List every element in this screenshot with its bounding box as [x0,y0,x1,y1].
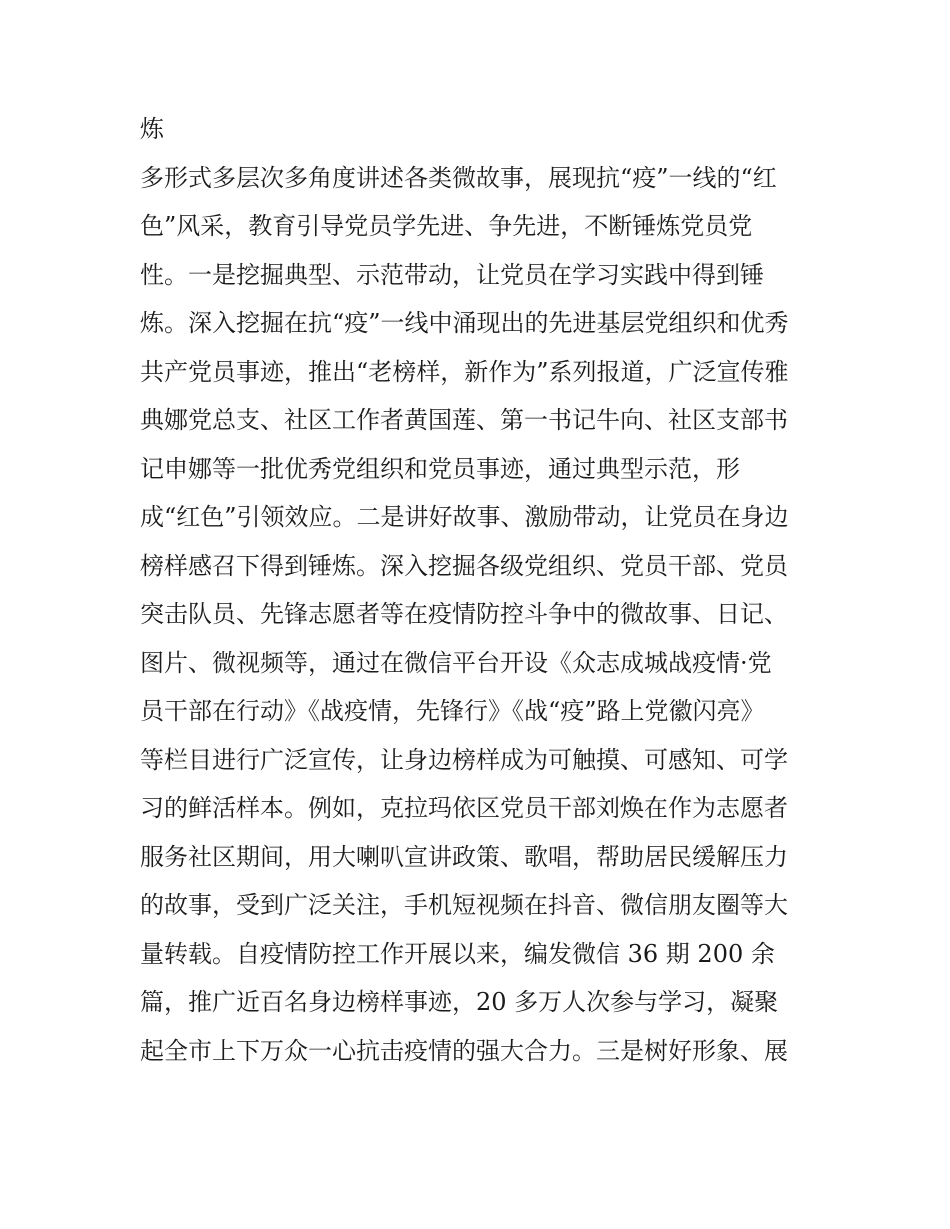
text-line: 共产党员事迹，推出“老榜样，新作为”系列报道，广泛宣传雅 [140,357,789,386]
text-line: 炼。深入挖掘在抗“疫”一线中涌现出的先进基层党组织和优秀 [140,309,789,337]
text-line: 篇，推广近百名身边榜样事迹，20 多万人次参与学习，凝聚 [140,988,779,1016]
text-line: 图片、微视频等，通过在微信平台开设《众志成城战疫情·党 [140,648,772,677]
text-line: 记申娜等一批优秀党组织和党员事迹，通过典型示范，形 [140,454,740,483]
text-line: 典娜党总支、社区工作者黄国莲、第一书记牛向、社区支部书 [140,406,788,434]
body-text [140,110,820,1070]
text-line: 多形式多层次多角度讲述各类微故事，展现抗“疫”一线的“红 [140,163,777,192]
text-line: 起全市上下万众一心抗击疫情的强大合力。三是树好形象、展 [140,1036,788,1065]
text-line: 等栏目进行广泛宣传，让身边榜样成为可触摸、可感知、可学 [140,745,788,774]
text-line: 的故事，受到广泛关注，手机短视频在抖音、微信朋友圈等大 [140,891,788,919]
text-line: 量转载。自疫情防控工作开展以来，编发微信 36 期 200 余 [140,939,775,968]
text-line: 习的鲜活样本。例如，克拉玛依区党员干部刘焕在作为志愿者 [140,794,788,822]
text-line: 炼 [140,115,164,143]
text-line: 色”风采，教育引导党员学先进、争先进，不断锤炼党员党 [140,212,753,240]
text-line: 服务社区期间，用大喇叭宣讲政策、歌唱，帮助居民缓解压力 [140,842,788,871]
text-line: 突击队员、先锋志愿者等在疫情防控斗争中的微故事、日记、 [140,600,788,628]
text-line: 性。一是挖掘典型、示范带动，让党员在学习实践中得到锤 [140,260,764,289]
text-line: 榜样感召下得到锤炼。深入挖掘各级党组织、党员干部、党员 [140,551,788,580]
text-line: 成“红色”引领效应。二是讲好故事、激励带动，让党员在身边 [140,503,789,531]
text-line: 员干部在行动》《战疫情，先锋行》《战“疫”路上党徽闪亮》 [140,697,765,725]
